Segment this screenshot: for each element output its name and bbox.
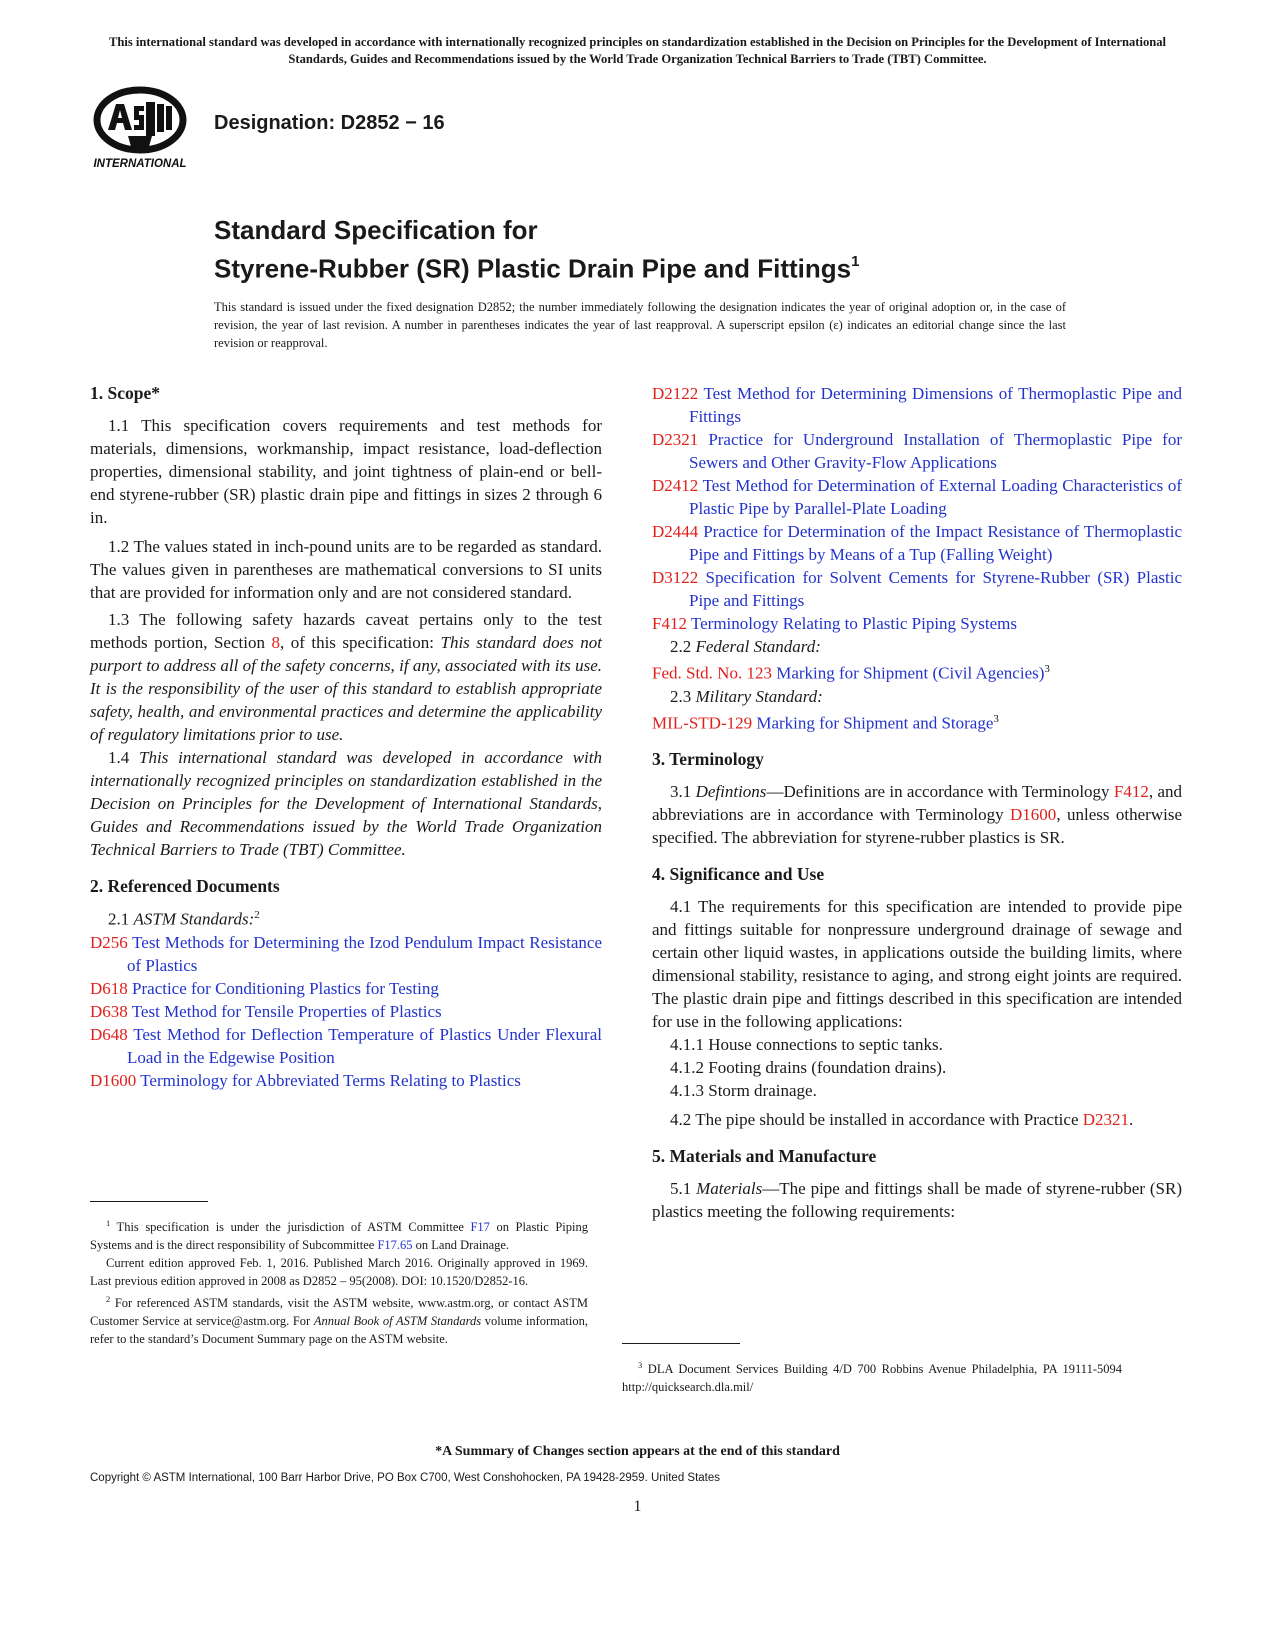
list-item: 4.1.1 House connections to septic tanks. [670,1035,943,1055]
section-heading-materials: 5. Materials and Manufacture [652,1146,877,1167]
d2321-link[interactable]: D2321 [1082,1110,1130,1130]
footnote-1-current-edition: Current edition approved Feb. 1, 2016. Published March 2016. Originally approved in 1969. Last previous edition approved in 2008 as D2852 – 95(2008). DOI: 10.1520/D2852-16. [90,1256,588,1289]
footnote-2: $^2$ For referenced ASTM standards, visit the ASTM website, www.astm.org, or contact ASTM Customer Service at service@astm.org. For Annual Book of ASTM Standards volume information, refer to the standard’s Document Summary page on the ASTM website. [90,1294,588,1347]
footnote-1: $^1$ This specification is under the jurisdiction of ASTM Committee F17 on Plastic Piping Systems and is the direct responsibility of Subcommittee F17.65 on Land Drainage. [90,1218,589,1253]
reference-item[interactable]: D2444 Practice for Determination of the Impact Resistance of Thermoplastic Pipe and Fittings by Means of a Tup (Falling Weight) [652,522,1182,564]
copyright: Copyright © ASTM International, 100 Barr Harbor Drive, PO Box C700, West Conshohocken, PA 19428-2959. United States [90,1472,721,1484]
paragraph-1-1: 1.1 This specification covers requirements and test methods for materials, dimensions, workmanship, impact resistance, load-deflection properties, dimensional stability, and joint tightness of plain-end or bell-end styrene-rubber (SR) plastic drain pipe and fittings in sizes 2 through 6 in. [90,416,602,527]
paragraph-4-2: 4.2 The pipe should be installed in accordance with Practice D2321. [670,1110,1134,1130]
reference-item[interactable]: D648 Test Method for Deflection Temperature of Plastics Under Flexural Load in the Edgewise Position [90,1024,602,1067]
astm-standards-label: 2.1 ASTM Standards:$^2$ [108,909,260,929]
d1600-link[interactable]: D1600 [1010,805,1057,825]
f17-link[interactable]: F17 [470,1220,490,1235]
footnote-rule-left [90,1201,208,1202]
reference-item[interactable]: F412 Terminology Relating to Plastic Piping Systems [652,614,1017,633]
reference-item[interactable]: D618 Practice for Conditioning Plastics for Testing [90,978,439,998]
f17-65-link[interactable]: F17.65 [377,1238,413,1253]
military-standard-label: 2.3 Military Standard: [670,686,823,706]
issue-note: This standard is issued under the fixed designation D2852; the number immediately following the designation indicates the year of original adoption or, in the case of revision, the year of last revision. A number in parentheses indicates the year of last reapproval. A superscript epsilon (ε) indicates an editorial change since the last revision or reapproval. [214,300,1066,350]
svg-text:INTERNATIONAL: INTERNATIONAL [93,158,187,170]
astm-logo-icon [88,84,192,174]
reference-item[interactable]: D3122 Specification for Solvent Cements for Styrene-Rubber (SR) Plastic Pipe and Fittings [652,568,1182,610]
section-heading-significance: 4. Significance and Use [652,864,825,885]
section-heading-terminology: 3. Terminology [652,749,764,770]
astm-logo [88,84,192,174]
top-notice: This international standard was developed in accordance with internationally recognized principles on standardization established in the Decision on Principles for the Development of International Standards, Guides and Recommendations issued by the World Trade Organization Technical Barriers to Trade (TBT) Committee. [108,35,1167,66]
paragraph-1-2: 1.2 The values stated in inch-pound units are to be regarded as standard. The values given in parentheses are mathematical conversions to SI units that are provided for information only and are not considered standard. [90,537,602,602]
reference-item[interactable]: D638 Test Method for Tensile Properties of Plastics [90,1001,442,1021]
paragraph-5-1: 5.1 Materials—The pipe and fittings shall be made of styrene-rubber (SR) plastics meeting the following requirements: [652,1179,1182,1222]
paragraph-4-1: 4.1 The requirements for this specification are intended to provide pipe and fittings suitable for nonpressure underground drainage of sewage and certain other liquid wastes, in applications outside the building limits, where dimensional stability, resistance to aging, and strong eight joints are required. The plastic drain pipe and fittings described in this specification are intended for use in the following applications: [652,897,1182,1032]
paragraph-1-3: 1.3 The following safety hazards caveat pertains only to the test methods portion, Section 8, of this specification: This standard does not purport to address all of the safety concerns, if any, associated with its use. It is the responsibility of the user of this standard to establish appropriate safety, health, and environmental practices and determine the applicability of regulatory limitations prior to use. [90,610,602,744]
footnotes-left [90,1214,588,1348]
paragraph-1-4: 1.4 This international standard was developed in accordance with internationally recognized principles on standardization established in the Decision on Principles for the Development of International Standards, Guides and Recommendations issued by the World Trade Organization Technical Barriers to Trade (TBT) Committee. [90,748,602,859]
page-number: 1 [633,1498,642,1515]
section-heading-referenced-documents: 2. Referenced Documents [90,876,280,896]
title-line-1: Standard Specification for [214,215,538,245]
federal-reference-item[interactable]: Fed. Std. No. 123 Marking for Shipment (Civil Agencies)$^3$ [652,663,1050,683]
federal-standard-label: 2.2 Federal Standard: [670,637,821,656]
designation: Designation: D2852 − 16 [214,112,445,134]
military-reference-item[interactable]: MIL-STD-129 Marking for Shipment and Storage$^3$ [652,712,999,733]
left-column [90,382,602,1092]
section-8-link[interactable]: 8 [271,633,280,652]
reference-item[interactable]: D2412 Test Method for Determination of External Loading Characteristics of Plastic Pipe by Parallel-Plate Loading [652,476,1182,518]
f412-link[interactable]: F412 [1113,782,1149,802]
paragraph-3-1: 3.1 Defintions—Definitions are in accordance with Terminology F412, and abbreviations are in accordance with Terminology D1600, unless otherwise specified. The abbreviation for styrene-rubber plastics is SR. [652,782,1183,848]
right-column [652,382,1182,1223]
reference-item[interactable]: D1600 Terminology for Abbreviated Terms Relating to Plastics [90,1070,521,1090]
summary-of-changes-note: *A Summary of Changes section appears at the end of this standard [435,1444,840,1459]
title-text: Styrene-Rubber (SR) Plastic Drain Pipe and Fittings [214,253,852,284]
section-heading-scope: 1. Scope* [90,383,160,403]
reference-item[interactable]: D256 Test Methods for Determining the Izod Pendulum Impact Resistance of Plastics [90,932,602,975]
list-item: 4.1.3 Storm drainage. [670,1081,817,1101]
title-footnote-mark: 1 [851,253,860,270]
footnotes-right [622,1356,1122,1396]
title-line-2 [214,247,859,286]
footnote-3: $^3$ DLA Document Services Building 4/D 700 Robbins Avenue Philadelphia, PA 19111-5094 http://quicksearch.dla.mil/ [622,1360,1122,1395]
document-title [214,214,859,286]
reference-item[interactable]: D2122 Test Method for Determining Dimensions of Thermoplastic Pipe and Fittings [652,384,1182,426]
reference-item[interactable]: D2321 Practice for Underground Installation of Thermoplastic Pipe for Sewers and Other Gravity-Flow Applications [652,430,1182,472]
list-item: 4.1.2 Footing drains (foundation drains). [670,1058,947,1078]
footnote-rule-right [622,1343,740,1344]
